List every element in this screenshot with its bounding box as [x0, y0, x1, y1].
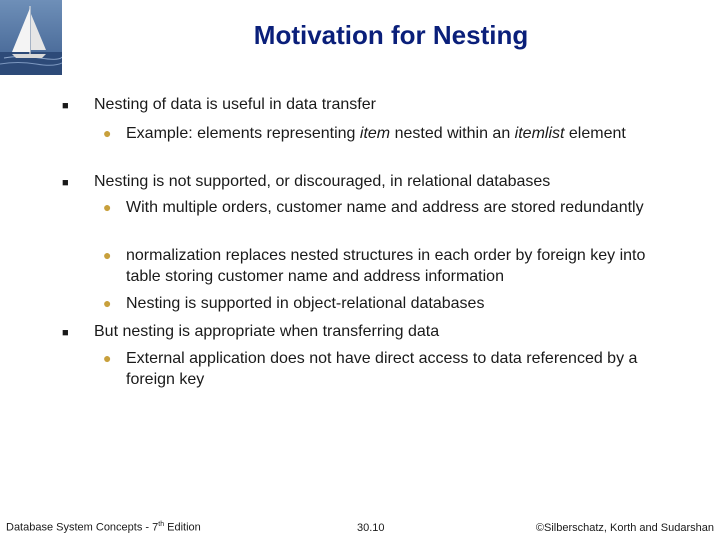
square-bullet-icon: ■ [62, 327, 69, 339]
sub-bullet-text: External application does not have direct access to data referenced by a foreign key [126, 350, 638, 388]
dot-bullet-icon: ● [103, 295, 112, 311]
sub-bullet-text: Example: elements representing item nested within an itemlist element [126, 125, 626, 142]
square-bullet-icon: ■ [62, 100, 69, 112]
sub-bullet-text: Nesting is supported in object-relational databases [126, 295, 485, 312]
footer-course: Database System Concepts - 7th Edition [6, 521, 201, 534]
sub-bullet-text: With multiple orders, customer name and address are stored redundantly [126, 199, 644, 216]
footer-page-number: 30.10 [357, 522, 385, 534]
dot-bullet-icon: ● [103, 125, 112, 141]
dot-bullet-icon: ● [103, 199, 112, 215]
footer-copyright: ©Silberschatz, Korth and Sudarshan [535, 522, 714, 534]
bullet-text: Nesting is not supported, or discouraged, in relational databases [94, 173, 551, 190]
sub-bullet-text: normalization replaces nested structures in each order by foreign key into table storing customer name and address information [126, 247, 646, 285]
dot-bullet-icon: ● [103, 247, 112, 263]
dot-bullet-icon: ● [103, 350, 112, 366]
bullet-text: Nesting of data is useful in data transfer [94, 96, 376, 113]
slide-title: Motivation for Nesting [253, 20, 529, 50]
square-bullet-icon: ■ [62, 177, 69, 189]
bullet-text: But nesting is appropriate when transferring data [94, 323, 440, 340]
